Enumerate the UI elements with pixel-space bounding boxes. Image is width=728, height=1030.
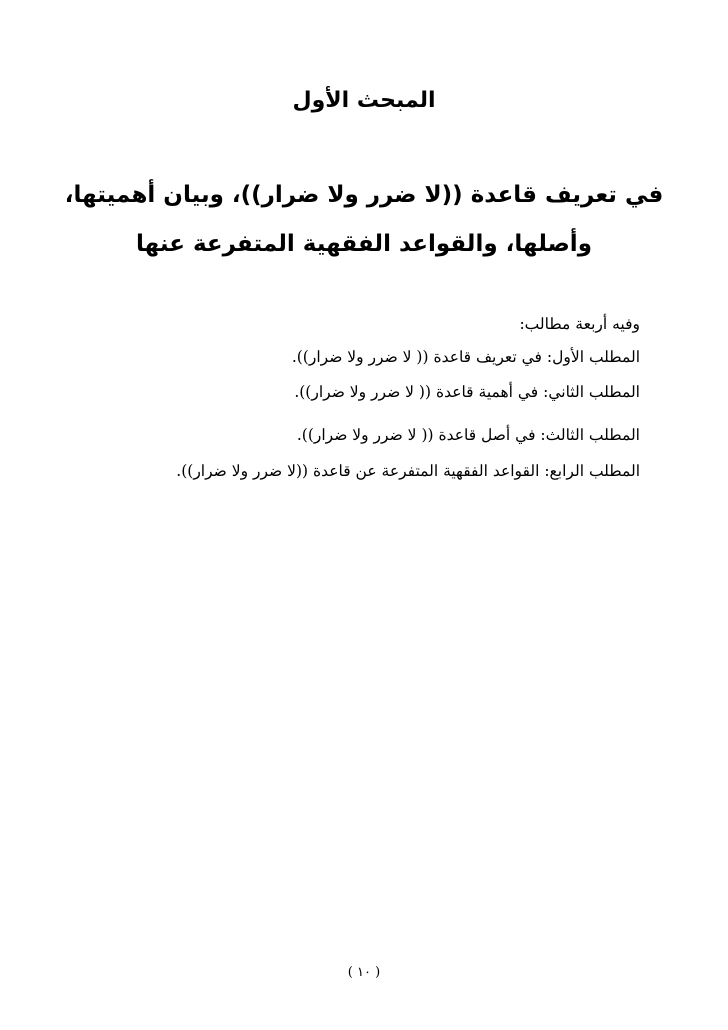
page-number: ( ١٠ ) — [347, 965, 381, 980]
list-item-2: المطلب الثاني: في أهمية قاعدة (( لا ضرر ولا ضرار)). — [294, 383, 640, 401]
chapter-heading-line-2: وأصلها، والقواعد الفقهية المتفرعة عنها — [136, 231, 592, 257]
list-item-1: المطلب الأول: في تعريف قاعدة (( لا ضرر ولا ضرار)). — [291, 348, 640, 366]
list-item-3: المطلب الثالث: في أصل قاعدة (( لا ضرر ولا ضرار)). — [296, 426, 640, 444]
list-item-4: المطلب الرابع: القواعد الفقهية المتفرعة عن قاعدة ((لا ضرر ولا ضرار)). — [176, 462, 640, 480]
chapter-heading-line-1: في تعريف قاعدة ((لا ضرر ولا ضرار))، وبيان أهميتها، — [64, 182, 664, 208]
intro-text: وفيه أربعة مطالب: — [519, 315, 640, 333]
section-title: المبحث الأول — [292, 88, 436, 113]
